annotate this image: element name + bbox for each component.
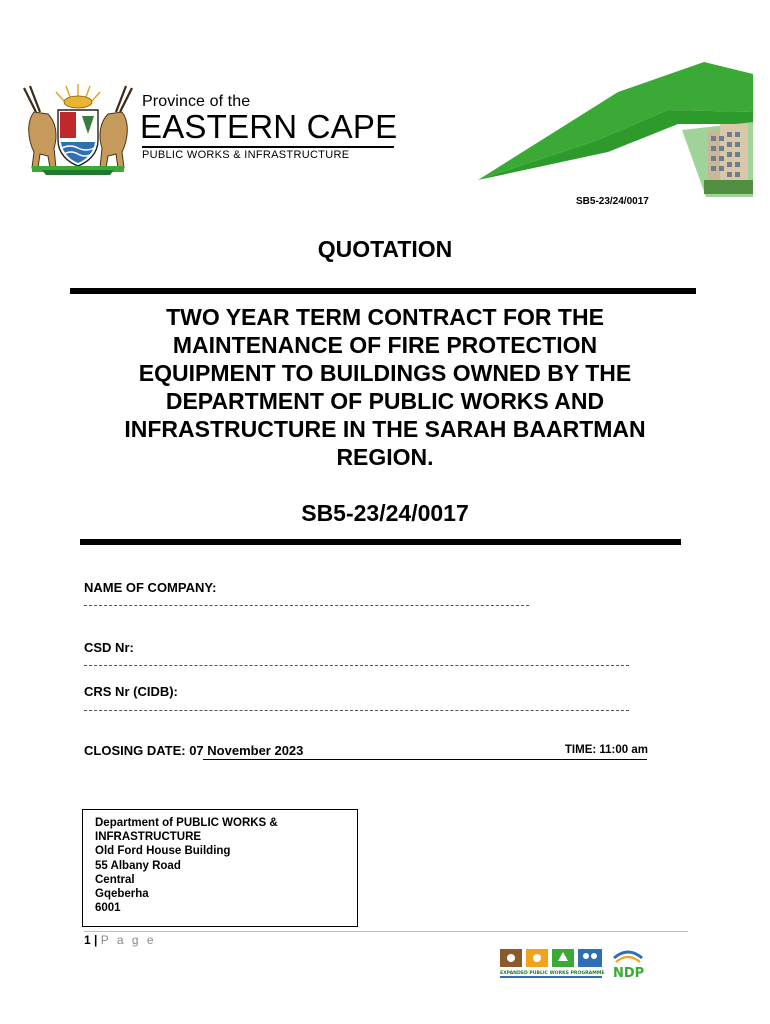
contract-description [80,303,690,471]
footer-divider [84,931,688,932]
reference-number: SB5-23/24/0017 [301,500,469,526]
page-number-value: 1 [84,933,91,947]
address-line: 55 Albany Road [95,859,181,872]
contract-line: EQUIPMENT TO BUILDINGS OWNED BY THE [138,360,632,386]
province-label: Province of the [142,93,251,110]
closing-date-label: CLOSING DATE [84,743,182,758]
ndp-text: NDP [613,966,645,980]
address-line: Department of PUBLIC WORKS & [95,817,278,829]
page-number [84,933,156,947]
department-name: PUBLIC WORKS & INFRASTRUCTURE [142,149,350,161]
epwp-text: EXPANDED PUBLIC WORKS PROGRAMME [500,971,605,976]
address-line: 6001 [95,902,121,915]
page-word: P a g e [100,933,157,947]
epwp-logo-icon [498,947,606,979]
crs-number-field[interactable] [84,710,629,711]
contract-line: INFRASTRUCTURE IN THE SARAH BAARTMAN [124,416,646,442]
crs-number-label: CRS Nr (CIDB): [84,684,178,699]
address-box [82,809,358,927]
green-banner-building-icon [468,62,753,197]
closing-time: TIME: 11:00 am [564,744,648,756]
address-line: Central [95,873,135,886]
contract-line: DEPARTMENT OF PUBLIC WORKS AND [165,388,605,414]
province-name: EASTERN CAPE [140,108,398,145]
company-name-field[interactable] [84,605,529,606]
csd-number-field[interactable] [84,665,629,666]
closing-date-underline [203,759,647,760]
closing-date-value: : 07 November 2023 [181,743,304,758]
contract-line: TWO YEAR TERM CONTRACT FOR THE [166,304,604,330]
logo-divider [142,146,394,148]
title-rule-bottom [80,539,681,545]
address-line: Gqeberha [95,888,149,901]
title-rule-top [70,288,696,294]
ndp-logo-icon [610,948,646,980]
reference-number-top: SB5-23/24/0017 [576,196,649,207]
document-title: QUOTATION [317,236,453,262]
csd-number-label: CSD Nr: [84,640,134,655]
contract-line: REGION. [336,444,434,470]
company-name-label: NAME OF COMPANY: [84,580,217,595]
address-line: INFRASTRUCTURE [95,831,202,844]
page-separator: | [94,933,98,947]
coat-of-arms-icon [14,82,142,176]
address-line: Old Ford House Building [95,845,231,858]
closing-date-row [84,743,648,758]
contract-line: MAINTENANCE OF FIRE PROTECTION [172,332,598,358]
